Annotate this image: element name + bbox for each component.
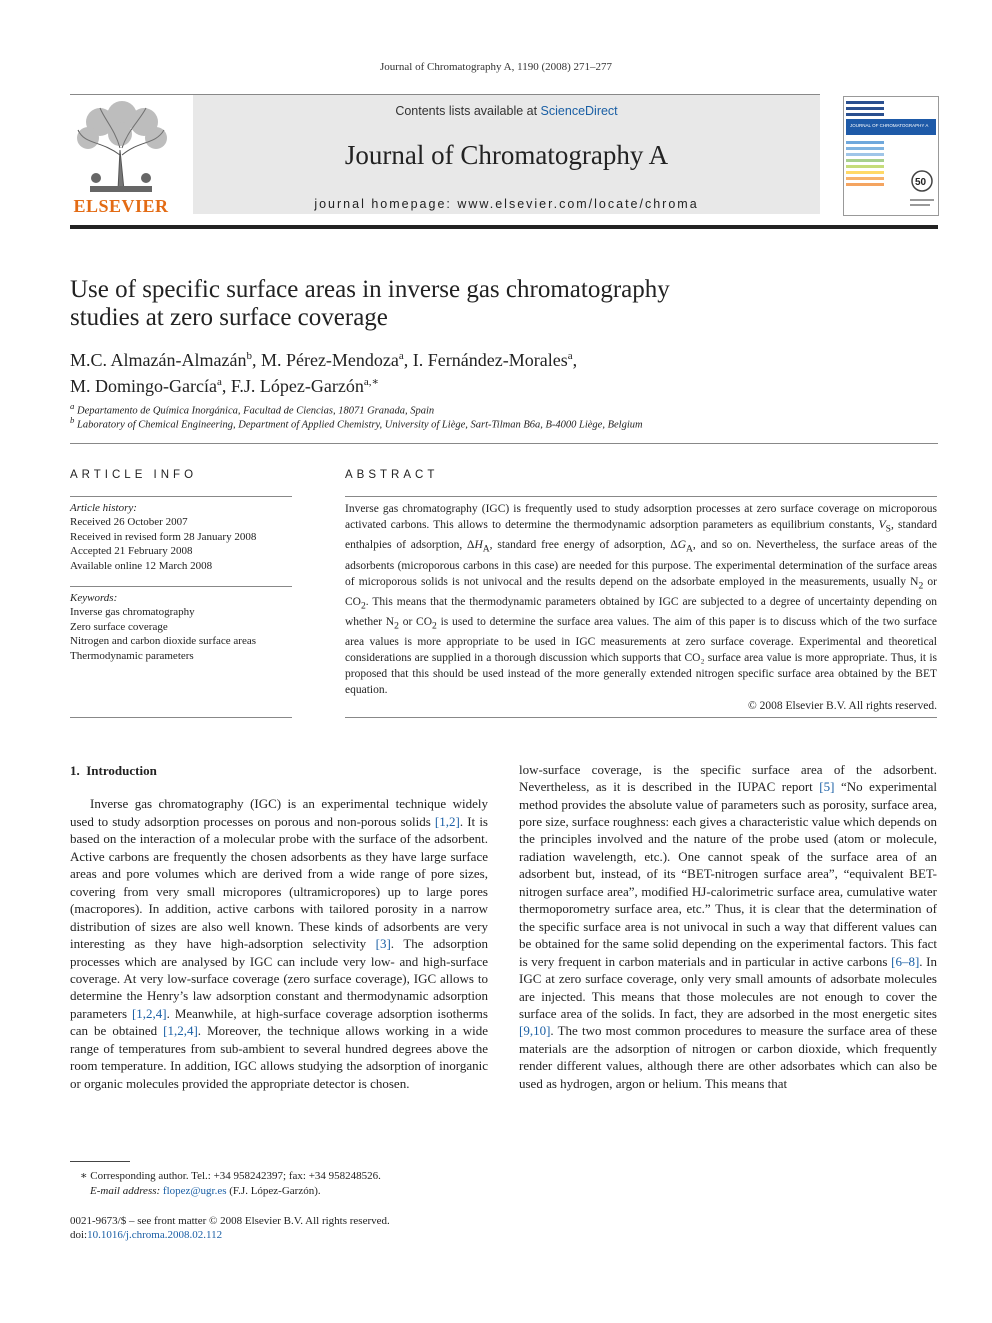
author-name: M.C. Almazán-Almazán: [70, 350, 247, 370]
doi-line: doi:10.1016/j.chroma.2008.02.112: [70, 1229, 223, 1241]
abstract-copyright: © 2008 Elsevier B.V. All rights reserved.: [748, 700, 937, 713]
author-list: [70, 345, 770, 397]
title-line-1: Use of specific surface areas in inverse gas chromatography: [70, 276, 670, 303]
journal-homepage[interactable]: journal homepage: www.elsevier.com/locate/chroma: [314, 197, 699, 211]
author-line-1: M.C. Almazán-Almazán$^b$, M. Pérez-Mendoza$^a$, I. Fernández-Morales$^a$,: [70, 350, 578, 370]
keywords-rule: [70, 586, 292, 587]
keyword-item: Thermodynamic parameters: [70, 649, 194, 662]
author-name: I. Fernández-Morales: [412, 350, 568, 370]
abstract-heading: ABSTRACT: [345, 469, 439, 481]
body-left-column: [70, 762, 488, 1111]
abstract-text: Inverse gas chromatography (IGC) is frequently used to study adsorption processes at zero surface coverage on microporous activated carbons. This allows to determine the thermodynamic adsorption parameters as equilibrium constants, $V_S$, standard enthalpies of adsorption, $\Delta H_A$, standard free energy of adsorption, $\Delta G_A$, and so on. Nevertheless, the surface areas of the adsorbents (microporous carbons in this case) are needed for this purpose. The experimental determination of the surface areas of microporous solids is not univocal and the results depend on the adsorbate employed in the measurements, usually $N_2$ or $CO_2$. This means that the thermodynamic parameters obtained by IGC are subjected to a degree of uncertainty depending on whether $N_2$ or $CO_2$ is used to determine the surface area values. The aim of this paper is to discuss which of the two surface area values is more appropriate to be used in IGC measurements at zero surface coverage. Experimental and theoretical considerations are supplied in a thorough discussion which supports that CO₂ surface area value is more appropriate. Thus, it is proposed that this should be used instead of the more generally extended nitrogen specific surface area obtained by the BET equation.: [345, 503, 938, 697]
doi-link[interactable]: 10.1016/j.chroma.2008.02.112: [87, 1229, 223, 1241]
author-affiliation-mark[interactable]: a: [398, 350, 404, 362]
article-info-rule: [70, 496, 292, 497]
author-affiliation-mark[interactable]: b: [246, 350, 252, 362]
author-affiliation-mark[interactable]: a: [216, 376, 222, 388]
author-affiliation-mark[interactable]: a: [567, 350, 573, 362]
citation-link[interactable]: [1,2]: [434, 813, 460, 829]
abstract-body: [345, 501, 937, 714]
keywords-label: Keywords:: [70, 592, 118, 604]
history-revised: Received in revised form 28 January 2008: [70, 530, 257, 543]
abstract-bottom-rule: [345, 717, 937, 718]
journal-citation: Journal of Chromatography A, 1190 (2008) 271–277: [379, 61, 613, 73]
author-name: F.J. López-Garzón: [230, 376, 364, 396]
front-matter-rule: [70, 443, 938, 444]
body-right-column: [519, 762, 937, 1198]
intro-paragraph-2: low-surface coverage, is the specific surface area of the adsorbent. Nevertheless, as it is described in the IUPAC report [5] “No experimental method provides the absolute value of parameters such as porosity, surface area, pore size, surface roughness: each gives a characteristic value which depends on the principles involved and the nature of the probe used (atom or molecule, radiation wavelength, etc.). One cannot speak of the surface area of an adsorbent but, instead, of its “BET-nitrogen surface area”, “equivalent BET-nitrogen surface area”, modified HJ-calorimetric surface area, cumulative water thermoporometry surface area, etc.” Thus, it is clear that the determination of the specific surface area is not univocal in such a way that different values can be obtained for the same solid depending on the experimental factors. This fact is very frequent in carbon materials and in particular in active carbons [6–8]. In IGC at zero surface coverage, only very small amounts of adsorbate molecules are injected. This means that those molecules are not enough to cover the surface area of the solids. In fact, they are adsorbed in the most energetic sites [9,10]. The two most common procedures to measure the surface area of these materials are the adsorption of nitrogen or carbon dioxide, which frequently render different values, although there are other adsorbates which can also be used as hydrogen, argon or helium. This means that: [519, 762, 937, 1091]
front-matter-notice: 0021-9673/$ – see front matter © 2008 Elsevier B.V. All rights reserved.: [70, 1215, 390, 1227]
email-footnote: E-mail address: flopez@ugr.es (F.J. López-Garzón).: [90, 1185, 321, 1197]
keyword-item: Nitrogen and carbon dioxide surface areas: [70, 635, 257, 648]
keyword-item: Inverse gas chromatography: [70, 606, 195, 619]
article-title: [70, 276, 770, 332]
history-accepted: Accepted 21 February 2008: [70, 545, 193, 558]
keywords: [70, 591, 292, 663]
author-name: M. Pérez-Mendoza: [260, 350, 399, 370]
corresponding-author-mark[interactable]: a,∗: [363, 376, 379, 388]
citation-link[interactable]: [6–8]: [891, 953, 920, 969]
cover-title: JOURNAL OF CHROMATOGRAPHY A: [850, 123, 929, 128]
author-name: M. Domingo-García: [70, 376, 217, 396]
history-received: Received 26 October 2007: [70, 516, 188, 529]
email-link[interactable]: flopez@ugr.es: [162, 1185, 227, 1197]
section-heading-introduction: 1. Introduction: [70, 763, 157, 778]
corresponding-author-footnote: ∗ Corresponding author. Tel.: +34 958242397; fax: +34 958248526.: [80, 1170, 381, 1182]
history-label: Article history:: [70, 502, 137, 514]
footnote-rule: [70, 1161, 130, 1162]
history-online: Available online 12 March 2008: [70, 559, 213, 572]
intro-paragraph-1: Inverse gas chromatography (IGC) is an experimental technique widely used to study adsorption processes on porous and non-porous solids [1,2]. It is based on the interaction of a molecular probe with the surface of the adsorbent. Active carbons are frequently the chosen adsorbents as they have large surface areas and pore volumes which are derived from a wide range of pore sizes, covering from very small micropores (ultramicropores) up to large pores (macropores). In addition, active carbons with tailored porosity in a narrow distribution of sizes are also well known. These kinds of adsorbents are very interesting as they have high-adsorption selectivity [3]. The adsorption processes which are analysed by IGC can include very low- and high-surface coverage. At very low-surface coverage (zero surface coverage), IGC allows to determine the Henry’s law adsorption constant and thermodynamic adsorption parameters [1,2,4]. Meanwhile, at high-surface coverage adsorption isotherms can be obtained [1,2,4]. Moreover, the technique allows working in a wide range of temperatures from sub-ambient to several hundred degrees above the room temperature. In addition, IGC allows studying the adsorption of inorganic or organic molecules provided the appropriate detector is chosen.: [70, 796, 488, 1091]
title-line-2: studies at zero surface coverage: [70, 304, 388, 331]
author-line-2: M. Domingo-García$^a$, F.J. López-Garzón$^{a,∗}$: [70, 376, 379, 396]
citation-link[interactable]: [3]: [375, 936, 391, 952]
citation-link[interactable]: [1,2,4]: [163, 1023, 198, 1039]
article-history: [70, 501, 292, 573]
sciencedirect-link[interactable]: ScienceDirect: [540, 104, 618, 118]
abstract-rule: [345, 496, 937, 497]
citation-link[interactable]: [1,2,4]: [131, 1005, 167, 1021]
journal-name: Journal of Chromatography A: [344, 140, 669, 170]
header-thick-rule: [70, 225, 938, 229]
citation-link[interactable]: [9,10]: [519, 1023, 551, 1039]
article-info-bottom-rule: [70, 717, 292, 718]
affiliation-b: $^b$ Laboratory of Chemical Engineering, Department of Applied Chemistry, University of Liège, Sart-Tilman B6a, B-4000 Liège, Belgium: [70, 415, 643, 431]
keyword-item: Zero surface coverage: [70, 620, 168, 633]
journal-cover-thumbnail: [843, 96, 939, 216]
contents-availability: [193, 104, 820, 118]
publisher-wordmark: ELSEVIER: [73, 196, 169, 216]
article-info-heading: ARTICLE INFO: [70, 469, 198, 481]
citation-link[interactable]: [5]: [819, 779, 835, 795]
cover-badge: 50: [915, 177, 927, 188]
affiliation-a: $^a$ Departamento de Química Inorgánica, Facultad de Ciencias, 18071 Granada, Spain: [70, 401, 435, 417]
contents-prefix: Contents lists available at: [395, 104, 541, 118]
